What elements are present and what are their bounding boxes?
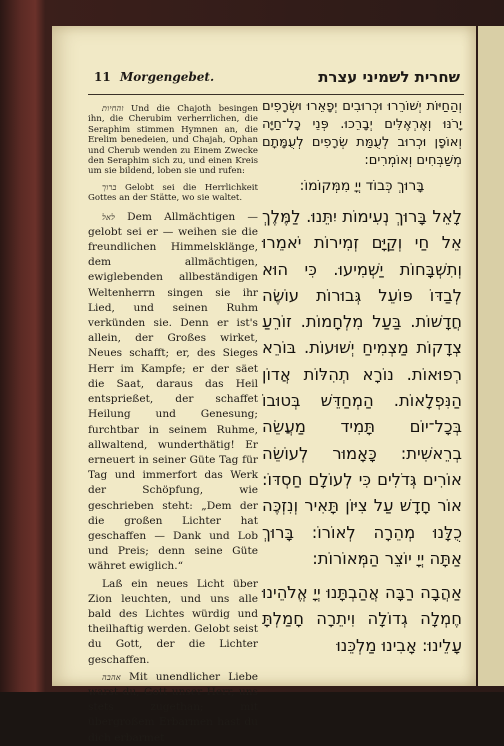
hebrew-catchword: ברוך [102, 182, 117, 192]
hebrew-block-baruch: בָּרוּךְ כְּבוֹד יְיָ מִמְּקוֹמוֹ: [299, 178, 425, 194]
hebrew-catchword: והחיות [102, 104, 124, 113]
paragraph-chajoth [88, 104, 258, 177]
hebrew-catchword: אהבה [102, 672, 121, 682]
header-rule [88, 94, 464, 95]
hebrew-catchword: לאל [102, 212, 115, 222]
running-title: Morgengebet. [120, 70, 215, 84]
facing-page-edge [478, 26, 504, 686]
hebrew-block-chajoth: וְהַחַיּוֹת יְשׁוֹרֵרוּ וּכְרוּבִים יְפָאֵרוּ וּשְׂרָפִים יָרֹנּוּ וְאֶרְאֶלִּים יְבָרֵכוּ. פְּנֵי כָל־חַיָּה וְאוֹפָן וּכְרוּב לְעֻמַּת שְׂרָפִים לְעֻמָּתָם מְשַׁבְּחִים וְאוֹמְרִים: [262, 99, 462, 168]
paragraph-text: Mit unendlicher Liebe warst du, Gott unser Herr, uns stets zugethan; mit übergroßem Erbarmen hast du dich erbarmet [88, 670, 259, 744]
paragraph-text: Laß ein neues Licht über Zion leuchten, und uns alle bald des Lichtes würdig und theilhaftig werden. Gelobt seist du Gott, der die Lichter geschaffen. [88, 577, 258, 666]
paragraph-text: Gelobt sei die Herrlichkeit Gottes an der Stätte, wo sie waltet. [88, 182, 259, 204]
page-header [52, 70, 476, 92]
paragraph-baruch [88, 183, 258, 204]
paragraph-neues-licht [88, 577, 258, 668]
german-translation-column [88, 104, 259, 744]
hebrew-text-column [262, 98, 462, 678]
paragraph-laeil [88, 210, 258, 575]
hebrew-block-ahava: אַהֲבָה רַבָּה אֲהַבְתָּנוּ יְיָ אֱלֹהֵינוּ חֶמְלָה גְדוֹלָה וִיתֵרָה חָמַלְתָּ עָלֵינוּ: אָבִינוּ מַלְכֵּנוּ [262, 583, 462, 655]
paragraph-ahava [88, 670, 258, 746]
hebrew-block-laeil: לָאֵל בָּרוּךְ נְעִימוֹת יִתֵּנוּ. לַמֶּלֶךְ אֵל חַי וְקַיָּם זְמִירוֹת יֹאמֵרוּ וְתִשְׁבָּחוֹת יַשְׁמִיעוּ. כִּי הוּא לְבַדּוֹ פּוֹעֵל גְּבוּרוֹת עוֹשֶׂה חֲדָשׁוֹת. בַּעַל מִלְחָמוֹת. זוֹרֵעַ צְדָקוֹת מַצְמִיחַ יְשׁוּעוֹת. בּוֹרֵא רְפוּאוֹת. נוֹרָא תְהִלּוֹת אֲדוֹן הַנִּפְלָאוֹת. הַמְחַדֵּשׁ בְּטוּבוֹ בְּכָל־יוֹם תָּמִיד מַעֲשֵׂה בְרֵאשִׁית: כָּאָמוּר לְעוֹשֵׂה אוֹרִים גְּדֹלִים כִּי לְעוֹלָם חַסְדּוֹ: אוֹר חָדָשׁ עַל צִיּוֹן תָּאִיר וְנִזְכֶּה כֻלָּנוּ מְהֵרָה לְאוֹרוֹ: בָּרוּךְ אַתָּה יְיָ יוֹצֵר הַמְּאוֹרוֹת: [262, 207, 462, 568]
paragraph-text: Und die Chajoth besingen ihn, die Cherubim verherrlichen, die Seraphim stimmen Hymnen an, die Erelim benedeien, und Chajah, Ophan und Cherub wenden zu Einem Zwecke den Seraphim sich zu, und einen Kreis um sie bildend, loben sie und rufen: [88, 104, 258, 177]
hebrew-running-title: שחרית לשמיני עצרת [318, 68, 460, 86]
page-number: 11 [94, 70, 111, 84]
paragraph-text: Dem Allmächtigen — gelobt sei er — weihen sie die freundlichen Himmelsklänge, dem allmächtigen, ewiglebenden allbeständigen Weltenherrn singen sie ihr Lied, und seinen Ruhm verkünden sie. Denn er ist's allein, der Großes wirket, Neues schafft; er, des Sieges Herr im Kampfe; er der säet die Saat, daraus das Heil entsprießet, der schaffet Heilung und Genesung; furchtbar in seinem Ruhme, allwaltend, wunderthätig! Er erneuert in seiner Güte Tag für Tag und immerfort das Werk der Schöpfung, wie geschrieben steht: „Dem der die großen Lichter hat geschaffen — Dank und Lob und Preis; denn seine Güte währet ewiglich.“ [88, 210, 258, 573]
book-page [52, 26, 476, 744]
